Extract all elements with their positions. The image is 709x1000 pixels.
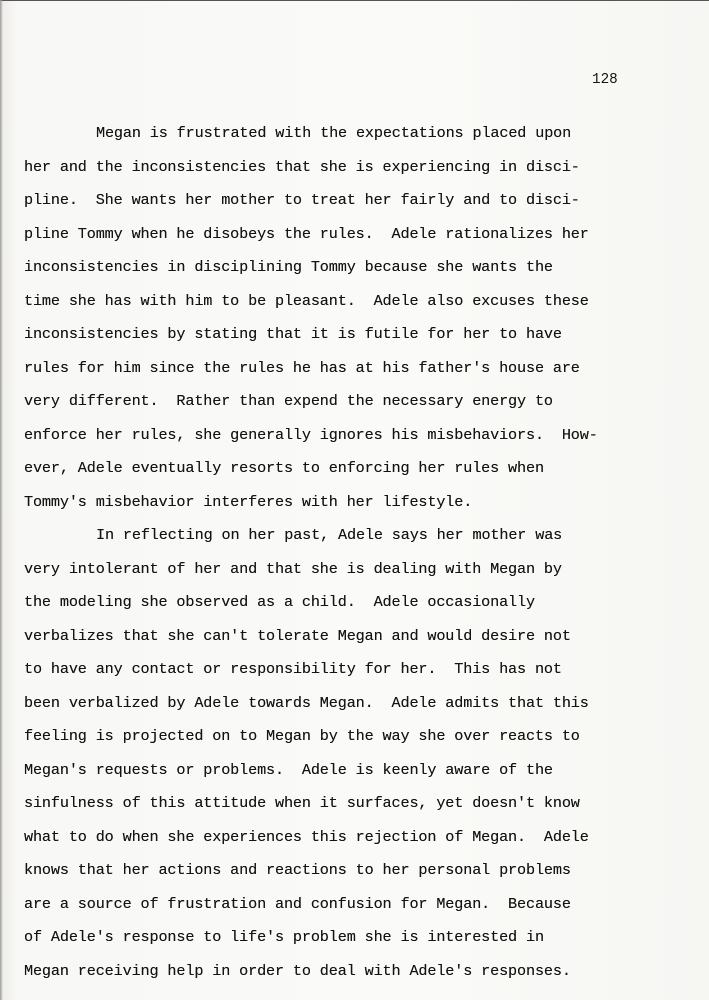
text-line: verbalizes that she can't tolerate Megan and would desire not	[24, 626, 571, 645]
text-line: of Adele's response to life's problem she is interested in	[24, 928, 544, 946]
text-line: rules for him since the rules he has at his father's house are	[24, 358, 580, 377]
text-line: sinfulness of this attitude when it surfaces, yet doesn't know	[24, 794, 580, 812]
text-line: In reflecting on her past, Adele says her mother was	[96, 526, 563, 544]
text-line: pline. She wants her mother to treat her fairly and to disci-	[24, 191, 580, 209]
paragraph-2	[24, 519, 694, 988]
text-line: inconsistencies in disciplining Tommy because she wants the	[24, 258, 553, 276]
text-line: her and the inconsistencies that she is experiencing in disci-	[24, 157, 580, 176]
paragraph-1	[24, 117, 694, 519]
text-line: Megan's requests or problems. Adele is keenly aware of the	[24, 760, 553, 779]
text-line: feeling is projected on to Megan by the way she over reacts to	[24, 727, 580, 745]
text-line: enforce her rules, she generally ignores his misbehaviors. How-	[24, 425, 598, 444]
text-line: very different. Rather than expend the necessary energy to	[24, 392, 553, 410]
text-line: ever, Adele eventually resorts to enforcing her rules when	[24, 459, 544, 477]
text-line: inconsistencies by stating that it is futile for her to have	[24, 325, 562, 343]
text-line: very intolerant of her and that she is dealing with Megan by	[24, 559, 562, 578]
body-text	[24, 117, 694, 988]
page-number: 128	[592, 72, 618, 88]
text-line: are a source of frustration and confusion for Megan. Because	[24, 894, 571, 913]
text-line: to have any contact or responsibility for her. This has not	[24, 660, 562, 678]
text-line: Megan is frustrated with the expectations placed upon	[96, 124, 572, 142]
left-page-edge-shadow	[0, 0, 3, 1000]
text-line: Megan receiving help in order to deal with Adele's responses.	[24, 961, 571, 980]
top-edge-rule	[0, 0, 709, 1]
text-line: what to do when she experiences this rejection of Megan. Adele	[24, 827, 589, 846]
text-line: been verbalized by Adele towards Megan. Adele admits that this	[24, 693, 589, 712]
text-line: the modeling she observed as a child. Adele occasionally	[24, 593, 535, 611]
text-line: time she has with him to be pleasant. Adele also excuses these	[24, 291, 589, 310]
text-line: knows that her actions and reactions to her personal problems	[24, 861, 571, 879]
text-line: Tommy's misbehavior interferes with her lifestyle.	[24, 492, 473, 511]
text-line: pline Tommy when he disobeys the rules. Adele rationalizes her	[24, 224, 589, 243]
